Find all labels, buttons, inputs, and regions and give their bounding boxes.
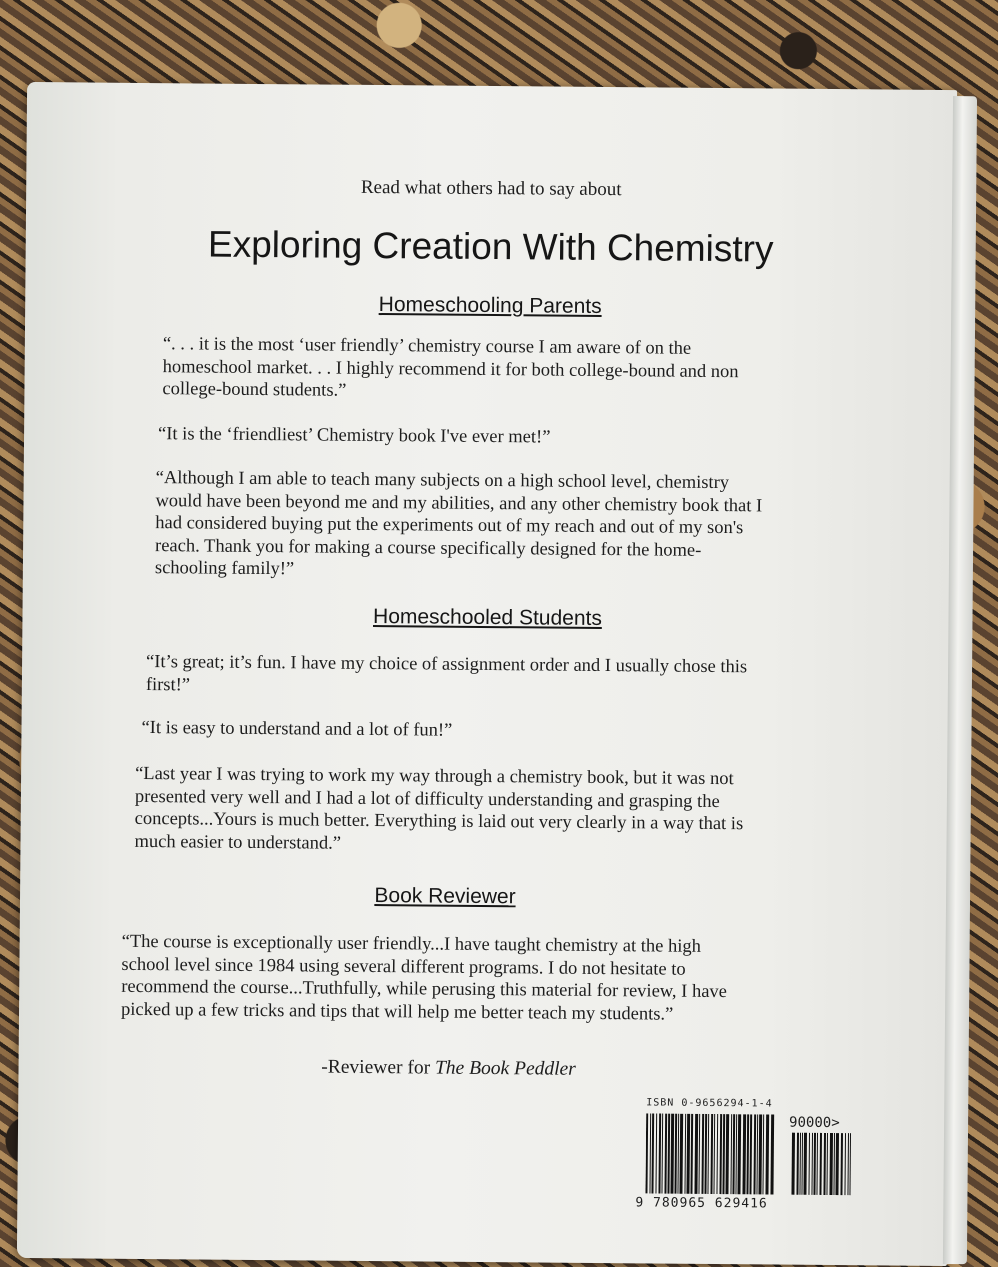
quote-line: school level since 1984 using several different programs. I do not hesitate to bbox=[121, 954, 686, 980]
quote-line: presented very well and I had a lot of difficulty understanding and grasping the bbox=[134, 786, 720, 812]
barcode-bar bbox=[737, 1114, 741, 1194]
barcode-bar bbox=[661, 1114, 663, 1194]
barcode-bar bbox=[701, 1114, 704, 1194]
barcode-bar bbox=[808, 1133, 810, 1195]
quote-line: “The course is exceptionally user friendly...I have taught chemistry at the high bbox=[121, 931, 702, 957]
barcode-bar bbox=[753, 1114, 756, 1194]
barcode-bar bbox=[823, 1133, 826, 1195]
barcode-bar bbox=[749, 1114, 752, 1194]
barcode-bar bbox=[847, 1133, 849, 1195]
quote-line: “Last year I was trying to work my way through a chemistry book, but it was not bbox=[135, 763, 734, 790]
quote-line: reach. Thank you for making a course specifically designed for the home- bbox=[155, 535, 702, 561]
barcode-bar bbox=[796, 1133, 799, 1195]
barcode-bar bbox=[833, 1133, 835, 1195]
barcode-bar bbox=[791, 1133, 795, 1195]
barcode-bar bbox=[713, 1114, 715, 1194]
quote-reviewer bbox=[121, 931, 727, 1026]
barcode-bar bbox=[835, 1133, 839, 1195]
barcode-bar bbox=[694, 1114, 698, 1194]
barcode-bar bbox=[667, 1114, 670, 1194]
barcode-bar bbox=[716, 1114, 718, 1194]
heading-homeschooled-students: Homeschooled Students bbox=[372, 605, 602, 631]
barcode-bar bbox=[664, 1114, 667, 1194]
barcode-bar bbox=[849, 1133, 851, 1195]
barcode-bar bbox=[758, 1114, 762, 1194]
barcode-bar bbox=[819, 1133, 822, 1195]
barcode-bar bbox=[658, 1114, 661, 1194]
price-code: 90000> bbox=[789, 1114, 840, 1132]
barcode-bar bbox=[799, 1133, 801, 1195]
barcode-bar bbox=[707, 1114, 709, 1194]
quote-parent-3 bbox=[155, 467, 763, 585]
barcode-bar bbox=[735, 1114, 737, 1194]
book-title: Exploring Creation With Chemistry bbox=[207, 223, 774, 270]
barcode-bars bbox=[645, 1113, 856, 1199]
heading-book-reviewer: Book Reviewer bbox=[374, 884, 516, 909]
barcode-bar bbox=[690, 1114, 693, 1194]
quote-parent-2 bbox=[158, 423, 551, 449]
barcode-bar bbox=[803, 1133, 807, 1195]
quote-line: “It is the ‘friendliest’ Chemistry book I've ever met!” bbox=[157, 424, 551, 448]
barcode-bar bbox=[770, 1114, 774, 1194]
quote-line: homeschool market. . . I highly recommend it for both college-bound and non bbox=[162, 356, 739, 382]
barcode-bar bbox=[813, 1133, 816, 1195]
barcode-bar bbox=[686, 1114, 690, 1194]
attribution-prefix: -Reviewer for bbox=[321, 1056, 436, 1079]
barcode-bar bbox=[756, 1114, 758, 1194]
quote-line: picked up a few tricks and tips that will help me better teach my students.” bbox=[120, 999, 674, 1025]
barcode-bar bbox=[801, 1133, 803, 1195]
quote-student-3 bbox=[134, 763, 743, 858]
barcode-bar bbox=[655, 1113, 657, 1193]
barcode-bar bbox=[765, 1114, 769, 1194]
barcode-bar bbox=[829, 1133, 833, 1195]
barcode-bar bbox=[722, 1114, 725, 1194]
barcode-bar bbox=[651, 1113, 654, 1193]
barcode-bar bbox=[670, 1114, 674, 1194]
quote-line: “Although I am able to teach many subjects on a high school level, chemistry bbox=[155, 468, 730, 494]
quote-line: “. . . it is the most ‘user friendly’ chemistry course I am aware of on the bbox=[162, 334, 692, 359]
barcode-bar bbox=[725, 1114, 729, 1194]
quote-line: much easier to understand.” bbox=[134, 831, 342, 854]
barcode-bar bbox=[679, 1114, 683, 1194]
quote-line: first!” bbox=[145, 674, 191, 695]
isbn-barcode bbox=[635, 1097, 866, 1215]
barcode-bar bbox=[811, 1133, 813, 1195]
heading-homeschooling-parents: Homeschooling Parents bbox=[378, 293, 602, 318]
barcode-bar bbox=[719, 1114, 722, 1194]
barcode-bar bbox=[684, 1114, 686, 1194]
quote-line: concepts...Yours is much better. Everything is laid out very clearly in a way that is bbox=[134, 808, 744, 835]
quote-parent-1 bbox=[162, 333, 739, 406]
quote-line: would have been beyond me and my abilities, and any other chemistry book that I bbox=[155, 490, 763, 516]
cover-content bbox=[17, 82, 957, 1266]
barcode-bar bbox=[840, 1133, 843, 1195]
barcode-bar bbox=[698, 1114, 700, 1194]
quote-student-1 bbox=[146, 651, 747, 701]
attribution-publication: The Book Peddler bbox=[434, 1057, 576, 1080]
barcode-bar bbox=[649, 1113, 651, 1193]
quote-line: schooling family!” bbox=[154, 558, 295, 580]
barcode-bar bbox=[704, 1114, 707, 1194]
barcode-bar bbox=[742, 1114, 746, 1194]
barcode-bar bbox=[730, 1114, 732, 1194]
quote-line: recommend the course...Truthfully, while perusing this material for review, I have bbox=[121, 976, 728, 1003]
quote-line: “It is easy to understand and a lot of fun!” bbox=[141, 717, 453, 741]
quote-line: had considered buying put the experiments out of my reach and out of my son's bbox=[155, 513, 744, 539]
quote-line: “It’s great; it’s fun. I have my choice of assignment order and I usually chose this bbox=[146, 652, 748, 678]
barcode-bar bbox=[762, 1114, 764, 1194]
barcode-bar bbox=[645, 1113, 648, 1193]
barcode-bar bbox=[674, 1114, 677, 1194]
quote-student-2 bbox=[141, 717, 452, 742]
barcode-bar bbox=[826, 1133, 828, 1195]
isbn-text: ISBN 0-9656294-1-4 bbox=[646, 1097, 773, 1110]
quote-line: college-bound students.” bbox=[162, 379, 347, 401]
barcode-digits: 9 780965 629416 bbox=[635, 1195, 768, 1212]
barcode-bar bbox=[732, 1114, 735, 1194]
intro-text: Read what others had to say about bbox=[360, 176, 622, 201]
barcode-bar bbox=[816, 1133, 818, 1195]
book-back-cover bbox=[17, 82, 957, 1266]
reviewer-attribution bbox=[18, 1054, 878, 1084]
barcode-bar bbox=[746, 1114, 749, 1194]
barcode-bar bbox=[844, 1133, 846, 1195]
barcode-bar bbox=[677, 1114, 679, 1194]
barcode-bar bbox=[710, 1114, 713, 1194]
